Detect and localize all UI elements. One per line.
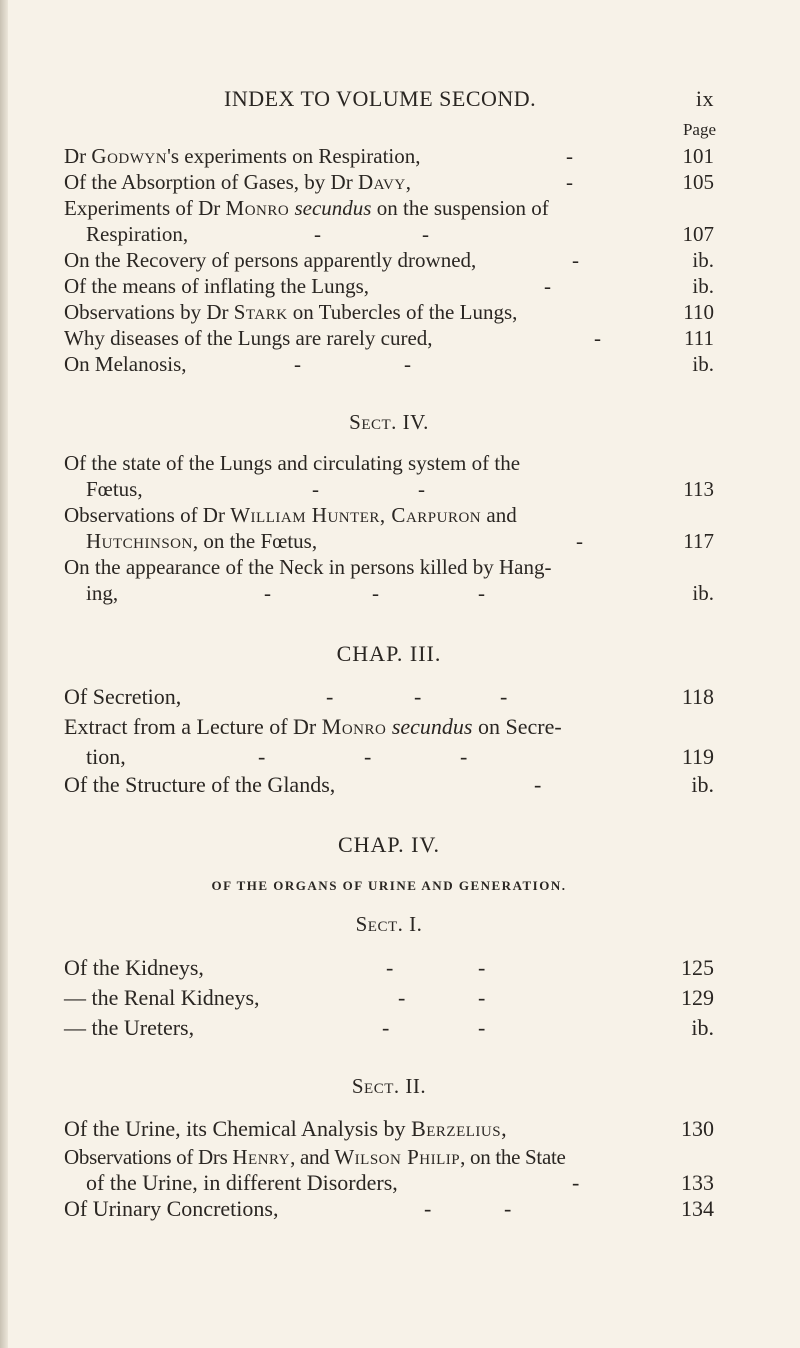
chapter-heading: CHAP. III. xyxy=(336,641,442,666)
header-page-number: ix xyxy=(695,86,714,111)
page-ref: ib. xyxy=(692,352,714,376)
index-entry: On the appearance of the Neck in persons killed by Hang- xyxy=(64,555,552,579)
index-entry: Observations of Drs Henry, and Wilson Philip, on the State xyxy=(64,1145,566,1169)
index-entry: Why diseases of the Lungs are rarely cured, - 111 xyxy=(64,326,714,350)
page-ref: 118 xyxy=(681,684,714,709)
page-ref: 119 xyxy=(681,744,714,769)
index-entry-continuation: tion, - - - 119 xyxy=(86,744,714,769)
index-entry: Observations by Dr Stark on Tubercles of the Lungs, 110 xyxy=(64,300,714,324)
page-ref: ib. xyxy=(691,772,714,797)
index-entry: Dr Godwyn's experiments on Respiration, - 101 xyxy=(64,144,714,168)
page-ref: 113 xyxy=(683,477,714,501)
page-ref: 111 xyxy=(684,326,714,350)
page-ref: ib. xyxy=(692,248,714,272)
chapter-heading: CHAP. IV. xyxy=(337,832,441,857)
index-entry-continuation: ing, - - - ib. xyxy=(86,581,714,605)
page-ref: 105 xyxy=(682,170,714,194)
index-entry: — the Renal Kidneys, - - 129 xyxy=(64,985,714,1010)
index-entry-continuation: Respiration, - - 107 xyxy=(86,222,714,246)
chapter-subtitle: OF THE ORGANS OF URINE AND GENERATION. xyxy=(211,878,567,893)
page-ref: 130 xyxy=(681,1116,714,1141)
page-ref: 134 xyxy=(681,1196,714,1221)
index-entry: Of the Kidneys, - - 125 xyxy=(64,955,714,980)
page-ref: 117 xyxy=(683,529,714,553)
index-entry: On Melanosis, - - ib. xyxy=(64,352,714,376)
page-column-label: Page xyxy=(682,120,716,139)
index-entry: Of the means of inflating the Lungs, - ib. xyxy=(64,274,714,298)
index-entry: Extract from a Lecture of Dr Monro secundus on Secre- xyxy=(64,714,562,739)
index-entry: Of the state of the Lungs and circulating system of the xyxy=(64,451,521,475)
section-heading: Sect. I. xyxy=(355,912,423,936)
index-entry: Of the Urine, its Chemical Analysis by Berzelius, 130 xyxy=(64,1116,714,1141)
page-ref: 133 xyxy=(681,1170,714,1195)
index-entry-continuation: Hutchinson, on the Fœtus, - 117 xyxy=(86,529,714,553)
section-heading: Sect. II. xyxy=(351,1074,427,1098)
page-ref: 110 xyxy=(683,300,714,324)
page-ref: ib. xyxy=(692,581,714,605)
index-entry-continuation: Fœtus, - - 113 xyxy=(86,477,714,501)
header-title: INDEX TO VOLUME SECOND. xyxy=(224,86,537,111)
section-heading: Sect. IV. xyxy=(349,410,429,434)
page-ref: ib. xyxy=(691,1015,714,1040)
page-ref: ib. xyxy=(692,274,714,298)
index-entry: Of Secretion, - - - 118 xyxy=(64,684,714,709)
index-entry: — the Ureters, - - ib. xyxy=(64,1015,714,1040)
index-entry: Of the Absorption of Gases, by Dr Davy, - 105 xyxy=(64,170,714,194)
page-ref: 129 xyxy=(681,985,714,1010)
index-entry: On the Recovery of persons apparently drowned, - ib. xyxy=(64,248,714,272)
page-binding-edge xyxy=(0,0,8,1348)
index-entry: Of Urinary Concretions, - - 134 xyxy=(64,1196,714,1221)
page-ref: 101 xyxy=(682,144,714,168)
running-header xyxy=(224,86,714,112)
page-ref: 107 xyxy=(682,222,714,246)
page-ref: 125 xyxy=(681,955,714,980)
index-entry-continuation: of the Urine, in different Disorders, - 133 xyxy=(86,1170,714,1195)
index-entry: Observations of Dr William Hunter, Carpuron and xyxy=(64,503,517,527)
index-entry: Experiments of Dr Monro secundus on the suspension of xyxy=(64,196,549,220)
index-entry: Of the Structure of the Glands, - ib. xyxy=(64,772,714,797)
